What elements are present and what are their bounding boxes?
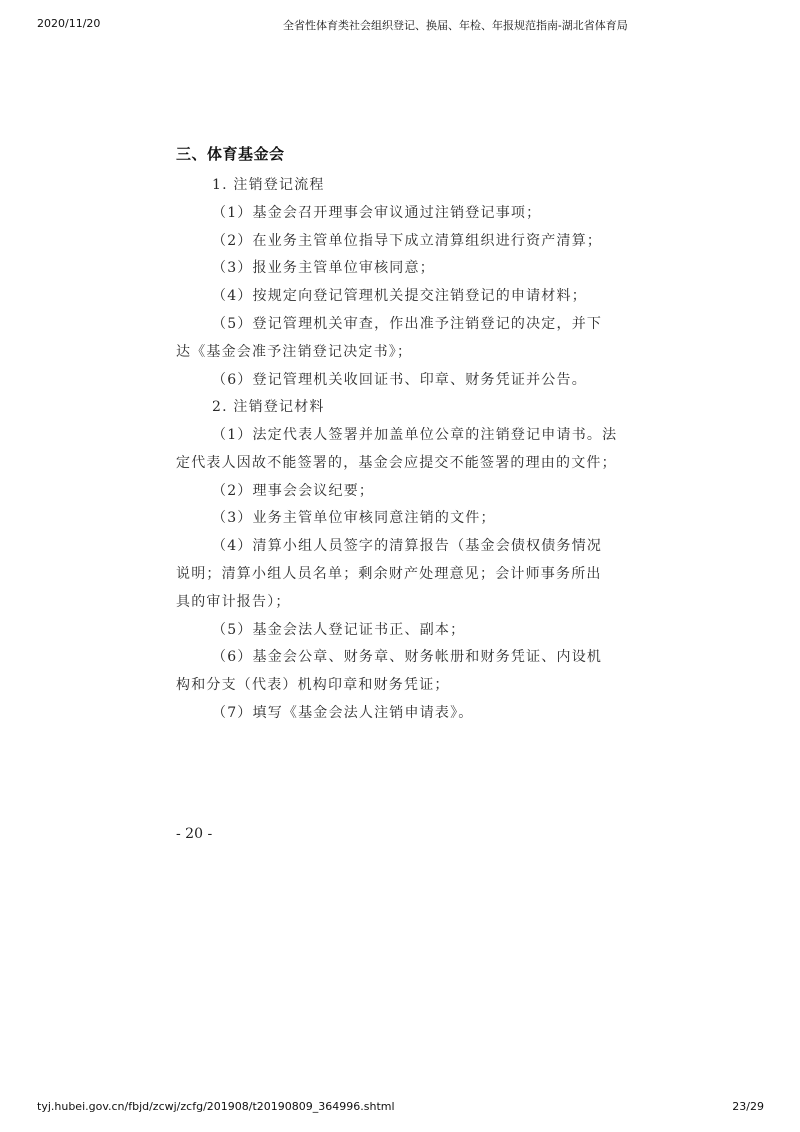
process-step-6: （6）登记管理机关收回证书、印章、财务凭证并公告。 — [212, 372, 587, 388]
print-page-title: 全省性体育类社会组织登记、换届、年检、年报规范指南-湖北省体育局 — [283, 19, 628, 32]
process-step-2: （2）在业务主管单位指导下成立清算组织进行资产清算； — [212, 233, 603, 249]
material-item-1-continued: 定代表人因故不能签署的，基金会应提交不能签署的理由的文件； — [176, 455, 617, 471]
material-item-4-continued-2: 具的审计报告）； — [176, 594, 291, 610]
material-item-5: （5）基金会法人登记证书正、副本； — [212, 622, 466, 638]
print-date: 2020/11/20 — [37, 17, 101, 30]
document-page-number: - 20 - — [176, 826, 213, 842]
material-item-4-continued: 说明；清算小组人员名单；剩余财产处理意见；会计师事务所出 — [176, 566, 602, 582]
material-item-1: （1）法定代表人签署并加盖单位公章的注销登记申请书。法 — [212, 427, 618, 443]
section-heading: 三、体育基金会 — [176, 145, 285, 163]
process-step-1: （1）基金会召开理事会审议通过注销登记事项； — [212, 205, 542, 221]
material-item-6: （6）基金会公章、财务章、财务帐册和财务凭证、内设机 — [212, 649, 603, 665]
material-item-4: （4）清算小组人员签字的清算报告（基金会债权债务情况 — [212, 538, 603, 554]
material-item-2: （2）理事会会议纪要； — [212, 483, 375, 499]
subheading-cancellation-materials: 2. 注销登记材料 — [212, 399, 325, 415]
subheading-cancellation-process: 1. 注销登记流程 — [212, 177, 325, 193]
print-source-url: tyj.hubei.gov.cn/fbjd/zcwj/zcfg/201908/t20190809_364996.shtml — [37, 1100, 395, 1113]
material-item-6-continued: 构和分支（代表）机构印章和财务凭证； — [176, 677, 450, 693]
process-step-3: （3）报业务主管单位审核同意； — [212, 260, 435, 276]
process-step-4: （4）按规定向登记管理机关提交注销登记的申请材料； — [212, 288, 587, 304]
material-item-3: （3）业务主管单位审核同意注销的文件； — [212, 510, 496, 526]
process-step-5: （5）登记管理机关审查，作出准予注销登记的决定，并下 — [212, 316, 603, 332]
print-page-count: 23/29 — [732, 1100, 764, 1113]
process-step-5-continued: 达《基金会准予注销登记决定书》； — [176, 344, 413, 360]
material-item-7: （7）填写《基金会法人注销申请表》。 — [212, 705, 474, 721]
